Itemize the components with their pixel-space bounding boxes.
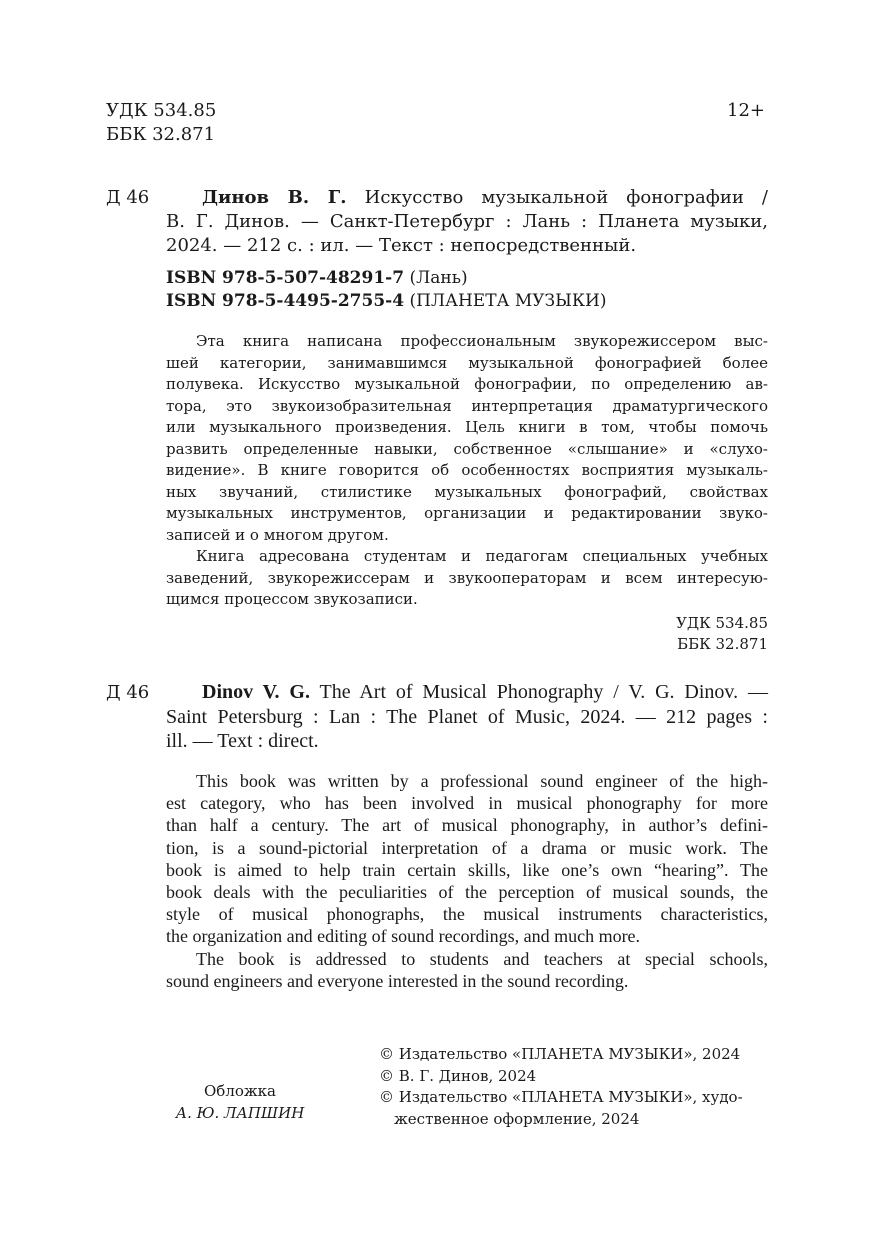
copyright-line: © Издательство «ПЛАНЕТА МУЗЫКИ», 2024 [379, 1045, 741, 1063]
isbn-number: ISBN 978-5-4495-2755-4 [166, 291, 405, 311]
ru-annotation-line: заведений, звукорежиссерам и звукооператорам и всем интересую- [166, 568, 768, 587]
en-annotation-line: tion, is a sound-pictorial interpretation of a drama or music work. The [166, 837, 768, 858]
ru-record-line2: В. Г. Динов. — Санкт-Петербург : Лань : Планета музыки, [166, 211, 768, 232]
isbn-number: ISBN 978-5-507-48291-7 [166, 268, 405, 288]
en-annotation-line: sound engineers and everyone interested in the sound recording. [166, 970, 629, 991]
en-record-author: Dinov V. G. [202, 681, 310, 703]
ru-annotation-line: музыкальных инструментов, организации и редактировании звуко- [166, 504, 768, 522]
ru-annotation-line: ных звучаний, стилистике музыкальных фонографий, свойствах [166, 482, 768, 501]
ru-record-line1 [166, 187, 768, 209]
en-annotation-line: the organization and editing of sound recordings, and much more. [166, 926, 641, 947]
cover-artist: А. Ю. ЛАПШИН [175, 1103, 305, 1122]
ru-record-code: Д 46 [106, 187, 150, 208]
ru-annotation-line: тора, это звукоизобразительная интерпретация драматургического [166, 396, 768, 415]
header-udk: УДК 534.85 [106, 100, 217, 121]
ru-annotation-line: записей и о многом другом. [166, 525, 389, 544]
ru-annotation-line: Книга адресована студентам и педагогам специальных учебных [196, 547, 768, 565]
ru-annotation-line: или музыкального произведения. Цель книги в том, чтобы помочь [166, 418, 768, 436]
ru-annotation-line: Эта книга написана профессиональным звукорежиссером выс- [196, 332, 768, 350]
ru-record-line3: 2024. — 212 с. : ил. — Текст : непосредственный. [166, 235, 637, 256]
copyright-line: © Издательство «ПЛАНЕТА МУЗЫКИ», худо- [379, 1088, 743, 1106]
isbn-planeta [166, 290, 606, 313]
en-annotation-line: est category, who has been involved in musical phonography for more [166, 793, 768, 814]
en-record-code: Д 46 [106, 682, 150, 703]
ru-annotation-bbk: ББК 32.871 [677, 635, 768, 653]
en-annotation [166, 770, 768, 992]
age-rating: 12+ [727, 100, 765, 121]
ru-annotation [166, 331, 768, 656]
en-annotation-line: book deals with the peculiarities of the perception of musical sounds, the [166, 882, 768, 903]
isbn-lan [166, 267, 468, 290]
en-record-line1 [166, 681, 768, 704]
ru-record-author: Динов В. Г. [202, 187, 347, 208]
header-bbk: ББК 32.871 [106, 124, 216, 145]
ru-record-title: Искусство музыкальной фонографии / [364, 187, 768, 208]
en-annotation-line: The book is addressed to students and teachers at special schools, [196, 948, 768, 969]
en-annotation-line: This book was written by a professional sound engineer of the high- [196, 771, 768, 791]
en-record [166, 681, 768, 753]
ru-annotation-line: развить определенные навыки, собственное «слышание» и «слухо- [166, 439, 768, 458]
ru-annotation-line: шей категории, занимавшимся музыкальной фонографией более [166, 353, 768, 372]
en-annotation-line: than half a century. The art of musical phonography, in author’s defini- [166, 815, 768, 836]
en-record-line2: Saint Petersburg : Lan : The Planet of Music, 2024. — 212 pages : [166, 705, 768, 728]
isbn-publisher: (Лань) [409, 268, 468, 288]
cover-label: Обложка [203, 1082, 276, 1100]
en-record-title: The Art of Musical Phonography / V. G. Dinov. — [319, 681, 769, 703]
ru-annotation-udk: УДК 534.85 [676, 613, 768, 632]
cover-credit [166, 1081, 314, 1124]
copyright-line: © В. Г. Динов, 2024 [379, 1066, 537, 1085]
en-annotation-line: book is aimed to help train certain skills, like one’s own “hearing”. The [166, 859, 768, 880]
en-record-line3: ill. — Text : direct. [166, 730, 319, 752]
ru-annotation-line: видение». В книге говорится об особенностях восприятия музыкаль- [166, 461, 768, 479]
ru-annotation-line: полувека. Искусство музыкальной фонографии, по определению ав- [166, 375, 768, 393]
ru-annotation-line: щимся процессом звукозаписи. [166, 590, 418, 608]
copyrights [379, 1044, 769, 1130]
copyright-line-cont: жественное оформление, 2024 [394, 1109, 640, 1128]
en-annotation-line: style of musical phonographs, the musical instruments characteristics, [166, 904, 768, 925]
isbn-publisher: (ПЛАНЕТА МУЗЫКИ) [409, 291, 607, 311]
ru-record [166, 187, 768, 257]
